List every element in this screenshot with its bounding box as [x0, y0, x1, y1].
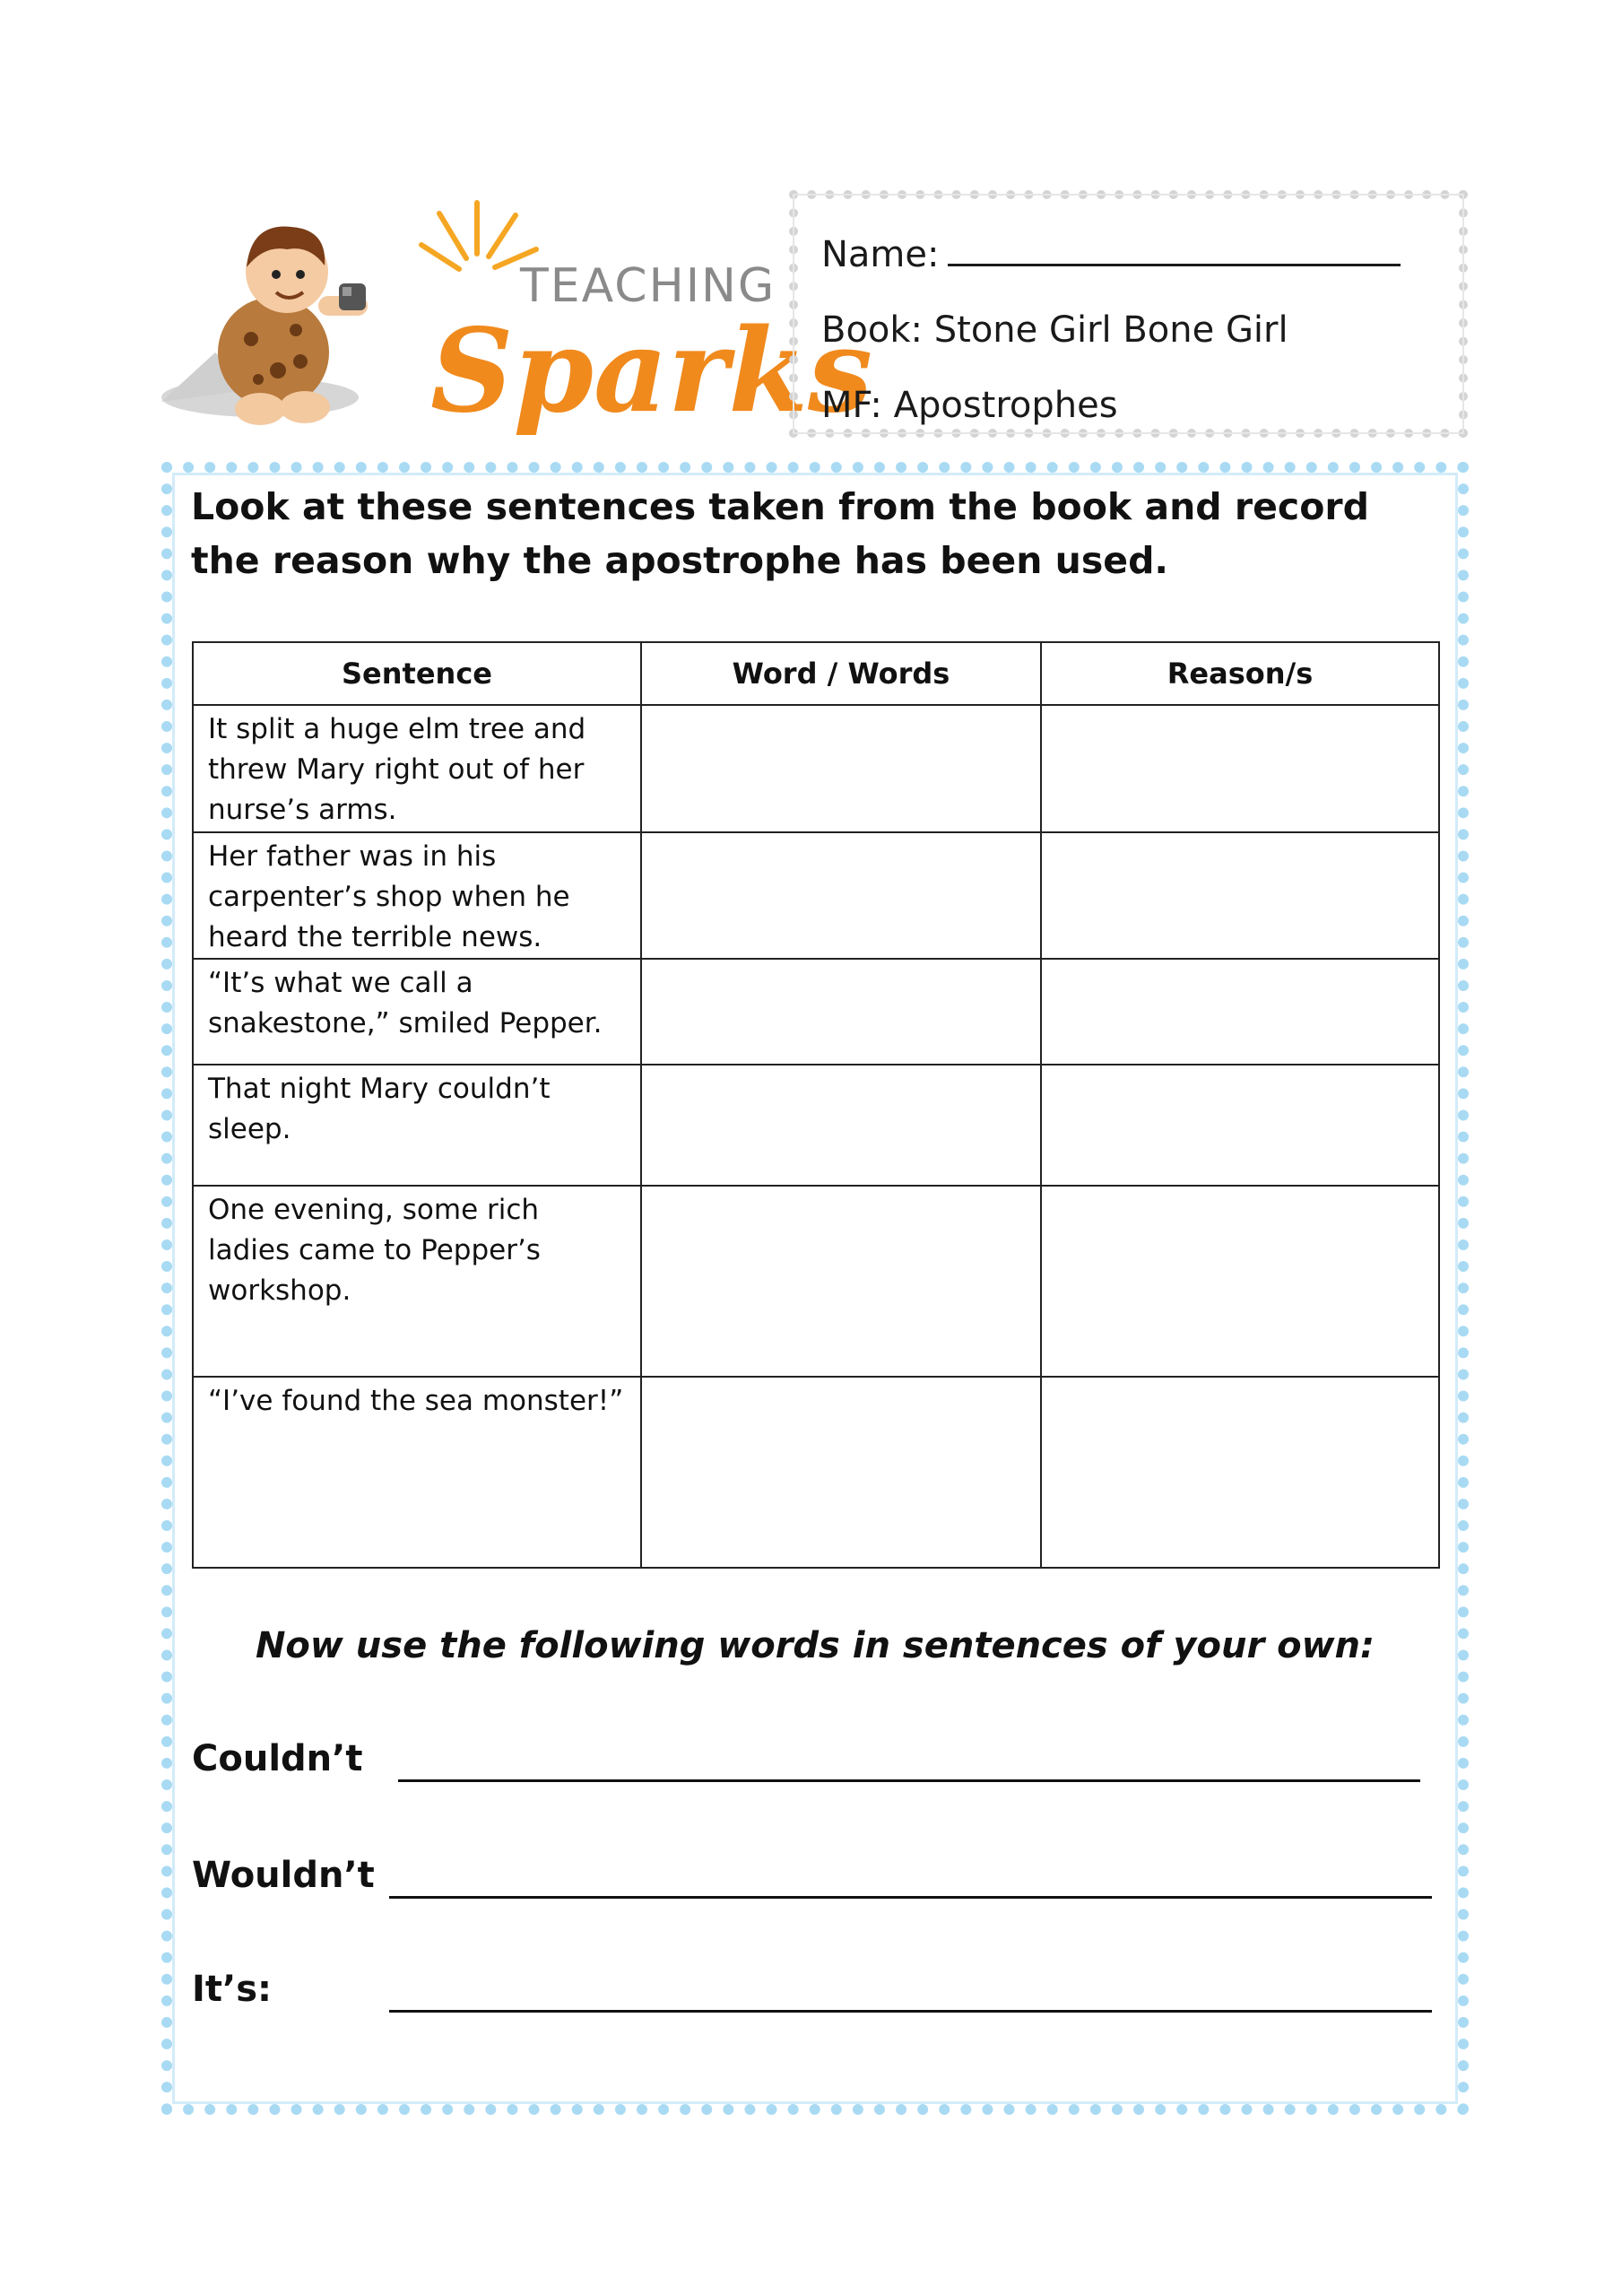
svg-text:TEACHING: TEACHING — [520, 259, 776, 313]
sentence-cell: It split a huge elm tree and threw Mary right out of her nurse’s arms. — [193, 705, 641, 832]
header-reasons: Reason/s — [1041, 642, 1439, 705]
words-answer-cell[interactable] — [641, 1377, 1041, 1568]
mf-topic: MF: Apostrophes — [821, 385, 1118, 426]
reason-answer-cell[interactable] — [1041, 832, 1439, 959]
table-row — [193, 1186, 1439, 1377]
sentence-cell: Her father was in his carpenter’s shop when he heard the terrible news. — [193, 832, 641, 959]
write-row-its — [192, 1969, 1438, 2040]
word-couldnt: Couldn’t — [192, 1738, 363, 1779]
header-words: Word / Words — [641, 642, 1041, 705]
spark-rays-icon — [421, 203, 536, 269]
write-row-couldnt — [192, 1738, 1438, 1810]
table-row — [193, 959, 1439, 1065]
name-field[interactable] — [821, 217, 1436, 292]
svg-text:Sparks: Sparks — [430, 304, 873, 439]
book-title: Book: Stone Girl Bone Girl — [821, 309, 1288, 351]
words-answer-cell[interactable] — [641, 705, 1041, 832]
words-answer-cell[interactable] — [641, 832, 1041, 959]
answer-line-wouldnt[interactable] — [389, 1896, 1432, 1899]
sentence-cell: “I’ve found the sea monster!” — [193, 1377, 641, 1568]
name-blank-line[interactable] — [948, 222, 1401, 266]
teaching-sparks-logo — [161, 196, 873, 447]
answer-line-couldnt[interactable] — [398, 1779, 1420, 1782]
reason-answer-cell[interactable] — [1041, 1065, 1439, 1186]
word-its: It’s: — [192, 1969, 273, 2010]
words-answer-cell[interactable] — [641, 1186, 1041, 1377]
table-row — [193, 1065, 1439, 1186]
reason-answer-cell[interactable] — [1041, 705, 1439, 832]
answer-line-its[interactable] — [389, 2010, 1432, 2013]
name-label: Name: — [821, 234, 940, 275]
sentence-cell: One evening, some rich ladies came to Pepper’s workshop. — [193, 1186, 641, 1377]
sentence-cell: That night Mary couldn’t sleep. — [193, 1065, 641, 1186]
reason-answer-cell[interactable] — [1041, 1377, 1439, 1568]
student-info-box — [789, 190, 1468, 438]
write-row-wouldnt — [192, 1855, 1438, 1926]
sub-instruction-text: Now use the following words in sentences of your own: — [255, 1625, 1375, 1666]
instruction-text: Look at these sentences taken from the book and record the reason why the apostrophe has been used. — [191, 485, 1369, 582]
table-row — [193, 832, 1439, 959]
word-wouldnt: Wouldn’t — [192, 1855, 375, 1896]
words-answer-cell[interactable] — [641, 1065, 1041, 1186]
reason-answer-cell[interactable] — [1041, 1186, 1439, 1377]
reason-answer-cell[interactable] — [1041, 959, 1439, 1065]
table-header-row — [193, 642, 1439, 705]
table-row — [193, 705, 1439, 832]
words-answer-cell[interactable] — [641, 959, 1041, 1065]
header-sentence: Sentence — [193, 642, 641, 705]
sentence-cell: “It’s what we call a snakestone,” smiled Pepper. — [193, 959, 641, 1065]
table-row — [193, 1377, 1439, 1568]
apostrophe-table — [192, 641, 1440, 1569]
